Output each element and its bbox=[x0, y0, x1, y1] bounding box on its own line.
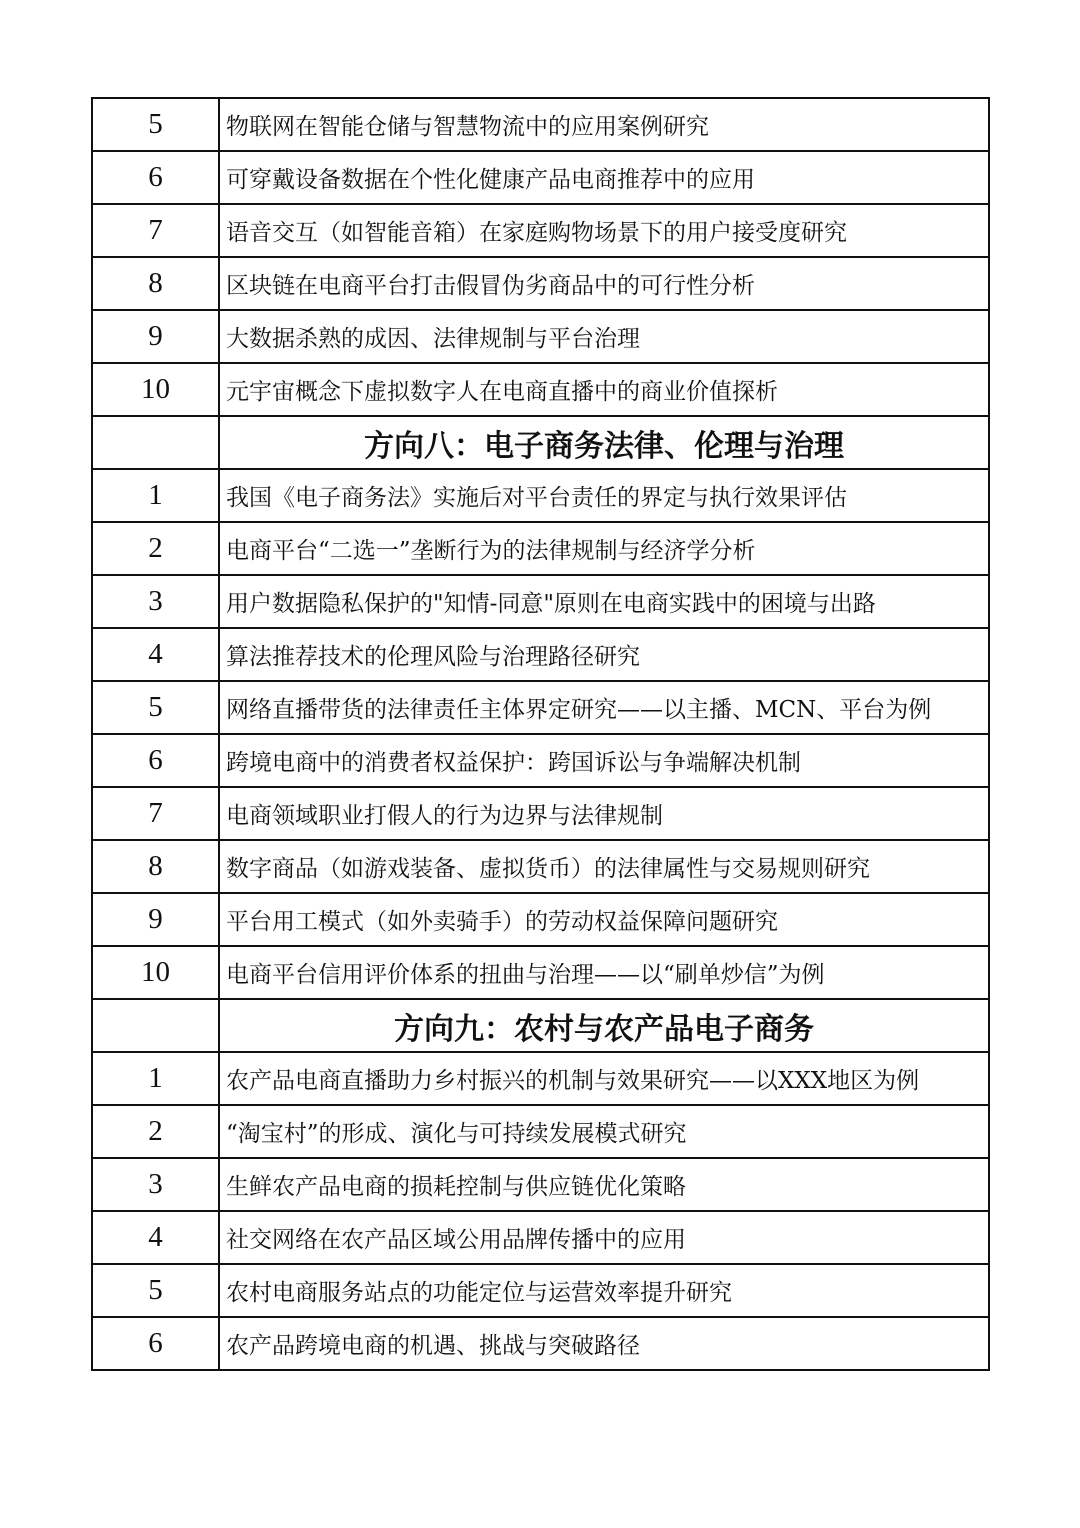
topic-number: 3 bbox=[92, 1158, 219, 1211]
topic-title: 我国《电子商务法》实施后对平台责任的界定与执行效果评估 bbox=[219, 469, 989, 522]
topic-number: 10 bbox=[92, 946, 219, 999]
section-heading-number-cell bbox=[92, 416, 219, 469]
topic-number: 8 bbox=[92, 840, 219, 893]
topic-title: 农产品电商直播助力乡村振兴的机制与效果研究——以XXX地区为例 bbox=[219, 1052, 989, 1105]
topic-title: 电商平台信用评价体系的扭曲与治理——以“刷单炒信”为例 bbox=[219, 946, 989, 999]
topic-number: 2 bbox=[92, 522, 219, 575]
topic-number: 5 bbox=[92, 681, 219, 734]
section-heading-row bbox=[92, 999, 989, 1052]
topic-title: 可穿戴设备数据在个性化健康产品电商推荐中的应用 bbox=[219, 151, 989, 204]
section-heading: 方向八：电子商务法律、伦理与治理 bbox=[219, 416, 989, 469]
topic-row bbox=[92, 946, 989, 999]
topic-row bbox=[92, 840, 989, 893]
topic-row bbox=[92, 363, 989, 416]
topic-row bbox=[92, 1105, 989, 1158]
topic-title: 电商领域职业打假人的行为边界与法律规制 bbox=[219, 787, 989, 840]
topic-title: “淘宝村”的形成、演化与可持续发展模式研究 bbox=[219, 1105, 989, 1158]
topic-row bbox=[92, 575, 989, 628]
topic-row bbox=[92, 522, 989, 575]
topic-table bbox=[91, 97, 990, 1371]
section-heading: 方向九：农村与农产品电子商务 bbox=[219, 999, 989, 1052]
topic-title: 平台用工模式（如外卖骑手）的劳动权益保障问题研究 bbox=[219, 893, 989, 946]
topic-row bbox=[92, 469, 989, 522]
topic-title: 元宇宙概念下虚拟数字人在电商直播中的商业价值探析 bbox=[219, 363, 989, 416]
topic-title: 农村电商服务站点的功能定位与运营效率提升研究 bbox=[219, 1264, 989, 1317]
topic-row bbox=[92, 151, 989, 204]
topic-title: 跨境电商中的消费者权益保护：跨国诉讼与争端解决机制 bbox=[219, 734, 989, 787]
topic-row bbox=[92, 204, 989, 257]
topic-number: 7 bbox=[92, 787, 219, 840]
topic-title: 网络直播带货的法律责任主体界定研究——以主播、MCN、平台为例 bbox=[219, 681, 989, 734]
topic-row bbox=[92, 1052, 989, 1105]
topic-title: 算法推荐技术的伦理风险与治理路径研究 bbox=[219, 628, 989, 681]
topic-number: 5 bbox=[92, 1264, 219, 1317]
topic-title: 社交网络在农产品区域公用品牌传播中的应用 bbox=[219, 1211, 989, 1264]
topic-title: 物联网在智能仓储与智慧物流中的应用案例研究 bbox=[219, 98, 989, 151]
topic-row bbox=[92, 734, 989, 787]
topic-number: 10 bbox=[92, 363, 219, 416]
topic-row bbox=[92, 893, 989, 946]
section-heading-number-cell bbox=[92, 999, 219, 1052]
topic-title: 数字商品（如游戏装备、虚拟货币）的法律属性与交易规则研究 bbox=[219, 840, 989, 893]
topic-number: 2 bbox=[92, 1105, 219, 1158]
topic-number: 1 bbox=[92, 469, 219, 522]
topic-number: 9 bbox=[92, 893, 219, 946]
topic-number: 6 bbox=[92, 734, 219, 787]
topic-row bbox=[92, 628, 989, 681]
topic-number: 3 bbox=[92, 575, 219, 628]
topic-number: 9 bbox=[92, 310, 219, 363]
topic-row bbox=[92, 787, 989, 840]
topic-title: 区块链在电商平台打击假冒伪劣商品中的可行性分析 bbox=[219, 257, 989, 310]
topic-number: 8 bbox=[92, 257, 219, 310]
topic-row bbox=[92, 310, 989, 363]
topic-row bbox=[92, 1264, 989, 1317]
topic-number: 6 bbox=[92, 151, 219, 204]
topic-row bbox=[92, 1158, 989, 1211]
topic-row bbox=[92, 1211, 989, 1264]
topic-number: 4 bbox=[92, 628, 219, 681]
topic-table-body bbox=[92, 98, 989, 1370]
section-heading-row bbox=[92, 416, 989, 469]
topic-title: 农产品跨境电商的机遇、挑战与突破路径 bbox=[219, 1317, 989, 1370]
topic-number: 7 bbox=[92, 204, 219, 257]
topic-row bbox=[92, 98, 989, 151]
topic-title: 电商平台“二选一”垄断行为的法律规制与经济学分析 bbox=[219, 522, 989, 575]
topic-row bbox=[92, 257, 989, 310]
topic-row bbox=[92, 1317, 989, 1370]
topic-title: 大数据杀熟的成因、法律规制与平台治理 bbox=[219, 310, 989, 363]
topic-number: 1 bbox=[92, 1052, 219, 1105]
topic-title: 语音交互（如智能音箱）在家庭购物场景下的用户接受度研究 bbox=[219, 204, 989, 257]
topic-number: 5 bbox=[92, 98, 219, 151]
topic-title: 用户数据隐私保护的"知情-同意"原则在电商实践中的困境与出路 bbox=[219, 575, 989, 628]
topic-number: 6 bbox=[92, 1317, 219, 1370]
topic-number: 4 bbox=[92, 1211, 219, 1264]
topic-row bbox=[92, 681, 989, 734]
topic-title: 生鲜农产品电商的损耗控制与供应链优化策略 bbox=[219, 1158, 989, 1211]
